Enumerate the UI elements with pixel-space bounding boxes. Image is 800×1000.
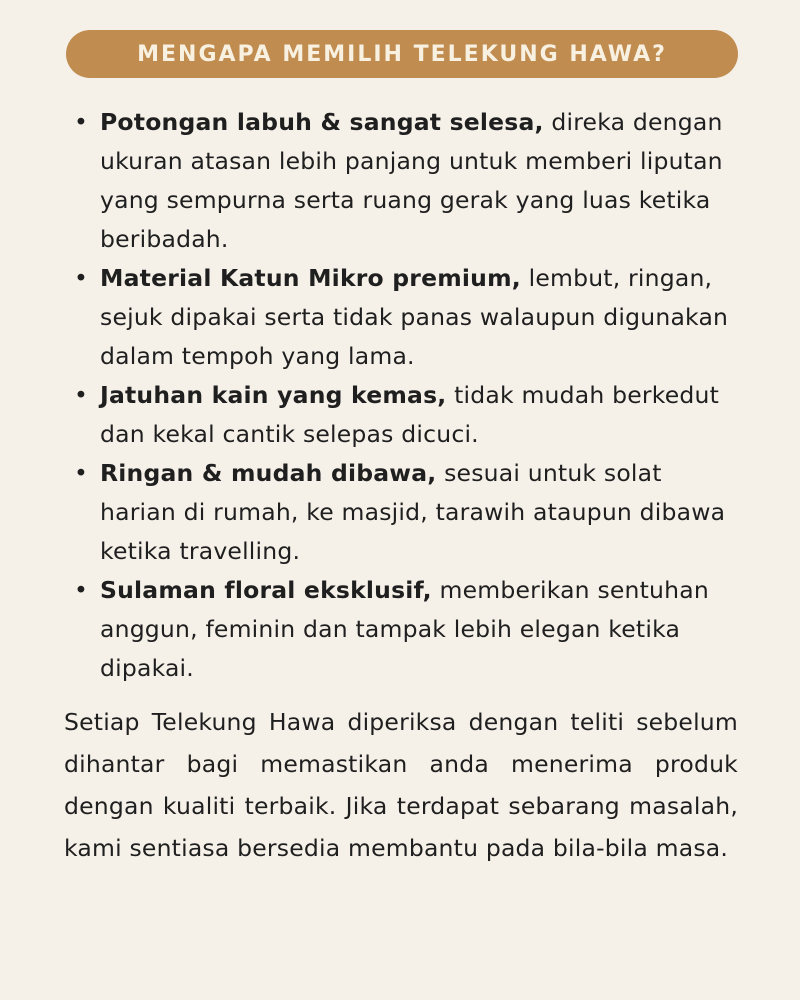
feature-highlight: Sulaman floral eksklusif,: [100, 576, 432, 604]
feature-highlight: Ringan & mudah dibawa,: [100, 459, 437, 487]
feature-description: sesuai untuk solat harian di rumah, ke masjid, tarawih ataupun dibawa ketika travelling.: [100, 459, 726, 565]
feature-item: [64, 103, 742, 259]
feature-list: [64, 103, 742, 688]
feature-description: memberikan sentuhan anggun, feminin dan tampak lebih elegan ketika dipakai.: [100, 576, 709, 682]
section-header-banner: [66, 30, 738, 78]
feature-item: [64, 454, 742, 571]
feature-item: [64, 259, 742, 376]
feature-description: lembut, ringan, sejuk dipakai serta tidak panas walaupun digunakan dalam tempoh yang lama.: [100, 264, 729, 370]
section-header-title: MENGAPA MEMILIH TELEKUNG HAWA?: [137, 41, 667, 67]
feature-highlight: Material Katun Mikro premium,: [100, 264, 521, 292]
feature-item: [64, 376, 742, 454]
feature-description: direka dengan ukuran atasan lebih panjang untuk memberi liputan yang sempurna serta ruang gerak yang luas ketika beribadah.: [100, 108, 723, 253]
feature-highlight: Jatuhan kain yang kemas,: [100, 381, 447, 409]
feature-highlight: Potongan labuh & sangat selesa,: [100, 108, 544, 136]
feature-description: tidak mudah berkedut dan kekal cantik selepas dicuci.: [100, 381, 720, 448]
feature-item: [64, 571, 742, 688]
quality-assurance-paragraph: Setiap Telekung Hawa diperiksa dengan teliti sebelum dihantar bagi memastikan anda menerima produk dengan kualiti terbaik. Jika terdapat sebarang masalah, kami sentiasa bersedia membantu pada bila-bila masa.: [64, 708, 738, 862]
